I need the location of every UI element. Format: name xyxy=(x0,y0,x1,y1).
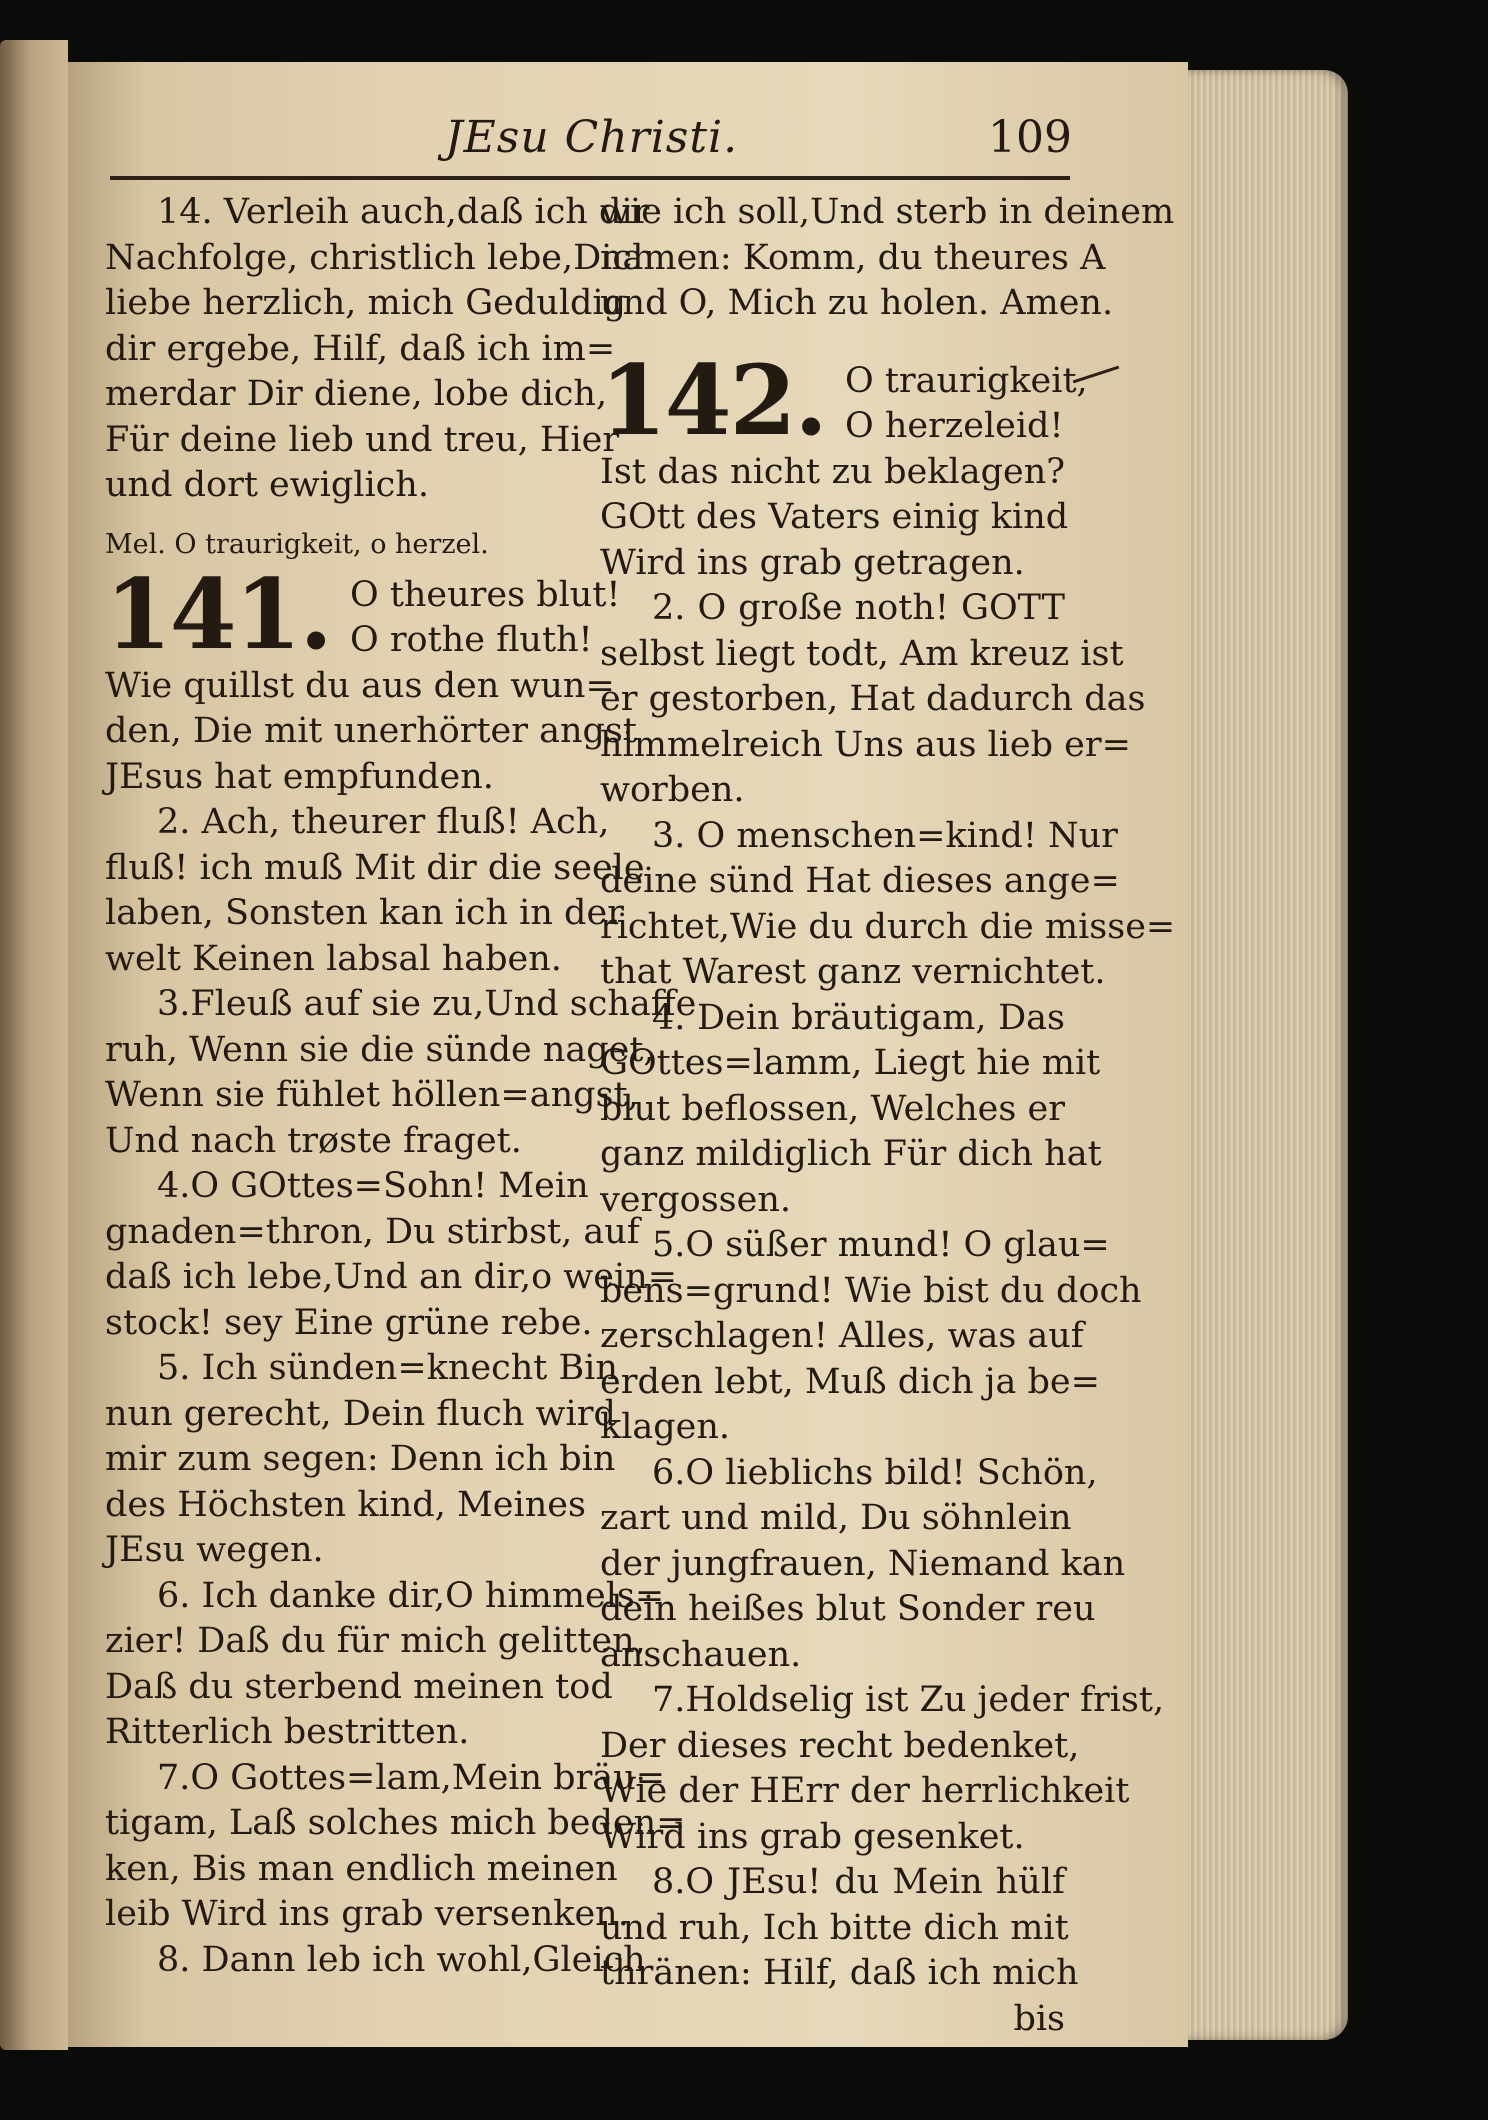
text-line: Daß du sterbend meinen tod xyxy=(105,1666,613,1707)
text-line: merdar Dir diene, lobe dich, xyxy=(105,374,608,414)
text-line: den, Die mit unerhörter angst xyxy=(105,711,637,751)
text-line: richtet,Wie du durch die misse= xyxy=(600,906,1176,947)
hymn-142-heading xyxy=(600,343,1088,457)
text-line: JEsu wegen. xyxy=(105,1530,324,1570)
text-line: worben. xyxy=(600,770,745,810)
text-line: that Warest ganz vernichtet. xyxy=(600,952,1106,992)
text-line: 5. Ich sünden=knecht Bin xyxy=(157,1348,618,1388)
text-line: 14. Verleih auch,daß ich dir xyxy=(157,192,650,232)
text-line: dir ergebe, Hilf, daß ich im= xyxy=(105,328,616,369)
verse-14 xyxy=(105,190,655,509)
catchword: bis xyxy=(1013,1998,1065,2039)
text-line: 2. Ach, theurer fluß! Ach, xyxy=(157,802,610,842)
text-line: selbst liegt todt, Am kreuz ist xyxy=(600,633,1124,674)
text-line: Wie quillst du aus den wun= xyxy=(105,665,615,706)
right-column xyxy=(600,190,1176,2042)
hymn-142-body xyxy=(600,450,1176,2043)
text-line: der jungfrauen, Niemand kan xyxy=(600,1543,1126,1584)
text-line: GOttes=lamm, Liegt hie mit xyxy=(600,1043,1101,1083)
hymn-141-heading xyxy=(105,557,621,671)
running-head: JEsu Christi. xyxy=(445,112,739,163)
text-line: er gestorben, Hat dadurch das xyxy=(600,679,1146,719)
text-line: vergossen. xyxy=(600,1179,791,1220)
text-line: Der dieses recht bedenket, xyxy=(600,1725,1080,1766)
text-line: stock! sey Eine grüne rebe. xyxy=(105,1302,593,1343)
text-line: 6. Ich danke dir,O himmels= xyxy=(157,1575,665,1616)
text-line: 8. Dann leb ich wohl,Gleich xyxy=(157,1939,646,1980)
text-line: ganz mildiglich Für dich hat xyxy=(600,1134,1102,1174)
page-number: 109 xyxy=(988,112,1072,163)
text-line: fluß! ich muß Mit dir die seele xyxy=(105,847,645,888)
text-line: wie ich soll,Und sterb in deinem xyxy=(600,192,1175,232)
hymn-number: 142. xyxy=(600,343,826,457)
header-rule xyxy=(110,176,1070,180)
text-line: GOtt des Vaters einig kind xyxy=(600,497,1069,537)
text-line: liebe herzlich, mich Geduldig xyxy=(105,283,627,323)
text-line: laben, Sonsten kan ich in der xyxy=(105,893,624,933)
melody-note: Mel. O traurigkeit, o herzel. xyxy=(105,528,489,560)
text-line: und ruh, Ich bitte dich mit xyxy=(600,1907,1069,1948)
text-line: 4. Dein bräutigam, Das xyxy=(652,997,1065,1038)
text-line: Wird ins grab gesenket. xyxy=(600,1816,1025,1857)
text-line: 8.O JEsu! du Mein hülf xyxy=(652,1862,1065,1902)
text-line: zart und mild, Du söhnlein xyxy=(600,1498,1072,1538)
text-line: daß ich lebe,Und an dir,o wein= xyxy=(105,1257,678,1297)
text-line: namen: Komm, du theures A xyxy=(600,237,1106,278)
text-line: des Höchsten kind, Meines xyxy=(105,1484,586,1525)
text-line: 3. O menschen=kind! Nur xyxy=(652,815,1118,856)
page-fore-edge xyxy=(1188,70,1348,2040)
text-line: 6.O lieblichs bild! Schön, xyxy=(652,1452,1098,1493)
text-line: und dort ewiglich. xyxy=(105,465,429,505)
text-line: leib Wird ins grab versenken. xyxy=(105,1894,629,1934)
hymn-number: 141. xyxy=(105,557,331,671)
text-line: deine sünd Hat dieses ange= xyxy=(600,861,1120,901)
text-line: 5.O süßer mund! O glau= xyxy=(652,1225,1110,1265)
left-page-edge xyxy=(0,40,68,2050)
text-line: bens=grund! Wie bist du doch xyxy=(600,1270,1142,1311)
text-line: Für deine lieb und treu, Hier xyxy=(105,419,620,460)
text-line: Und nach trøste fraget. xyxy=(105,1120,522,1161)
text-line: erden lebt, Muß dich ja be= xyxy=(600,1361,1100,1402)
text-line: tigam, Laß solches mich beden= xyxy=(105,1803,686,1843)
text-line: und O, Mich zu holen. Amen. xyxy=(600,283,1114,323)
text-line: thränen: Hilf, daß ich mich xyxy=(600,1953,1079,1993)
text-line: JEsus hat empfunden. xyxy=(105,756,494,797)
text-line: blut beflossen, Welches er xyxy=(600,1088,1065,1129)
text-line: mir zum segen: Denn ich bin xyxy=(105,1439,616,1479)
text-line: himmelreich Uns aus lieb er= xyxy=(600,724,1131,765)
text-line: ken, Bis man endlich meinen xyxy=(105,1848,618,1889)
text-line: zerschlagen! Alles, was auf xyxy=(600,1316,1084,1356)
text-line: 4.O GOttes=Sohn! Mein xyxy=(157,1166,589,1206)
text-line: dein heißes blut Sonder reu xyxy=(600,1589,1096,1629)
text-line: Wenn sie fühlet höllen=angst, xyxy=(105,1075,639,1115)
verse-14-continued xyxy=(600,190,1175,327)
text-line: Ritterlich bestritten. xyxy=(105,1712,470,1752)
text-line: gnaden=thron, Du stirbst, auf xyxy=(105,1211,640,1252)
text-line: Ist das nicht zu beklagen? xyxy=(600,451,1065,492)
text-line: zier! Daß du für mich gelitten, xyxy=(105,1621,646,1661)
text-line: 3.Fleuß auf sie zu,Und schaffe xyxy=(157,984,697,1024)
text-line: klagen. xyxy=(600,1407,731,1447)
text-line: nun gerecht, Dein fluch wird xyxy=(105,1393,616,1434)
text-line: Wie der HErr der herrlichkeit xyxy=(600,1771,1130,1811)
text-line: 7.O Gottes=lam,Mein bräu= xyxy=(157,1757,666,1798)
text-line: 7.Holdselig ist Zu jeder frist, xyxy=(652,1680,1165,1720)
text-line: Wird ins grab getragen. xyxy=(600,542,1025,583)
text-line: welt Keinen labsal haben. xyxy=(105,938,562,979)
text-line: Nachfolge, christlich lebe,Dich xyxy=(105,237,655,278)
hymn-incipit: O theures blut! xyxy=(350,574,621,615)
text-line: ruh, Wenn sie die sünde naget, xyxy=(105,1029,655,1070)
hymn-incipit: O rothe fluth! xyxy=(350,619,593,660)
text-line: anschauen. xyxy=(600,1634,802,1675)
hymn-incipit: O traurigkeit, xyxy=(845,360,1088,401)
hymn-incipit: O herzeleid! xyxy=(845,405,1064,446)
text-line: 2. O große noth! GOTT xyxy=(652,588,1065,628)
